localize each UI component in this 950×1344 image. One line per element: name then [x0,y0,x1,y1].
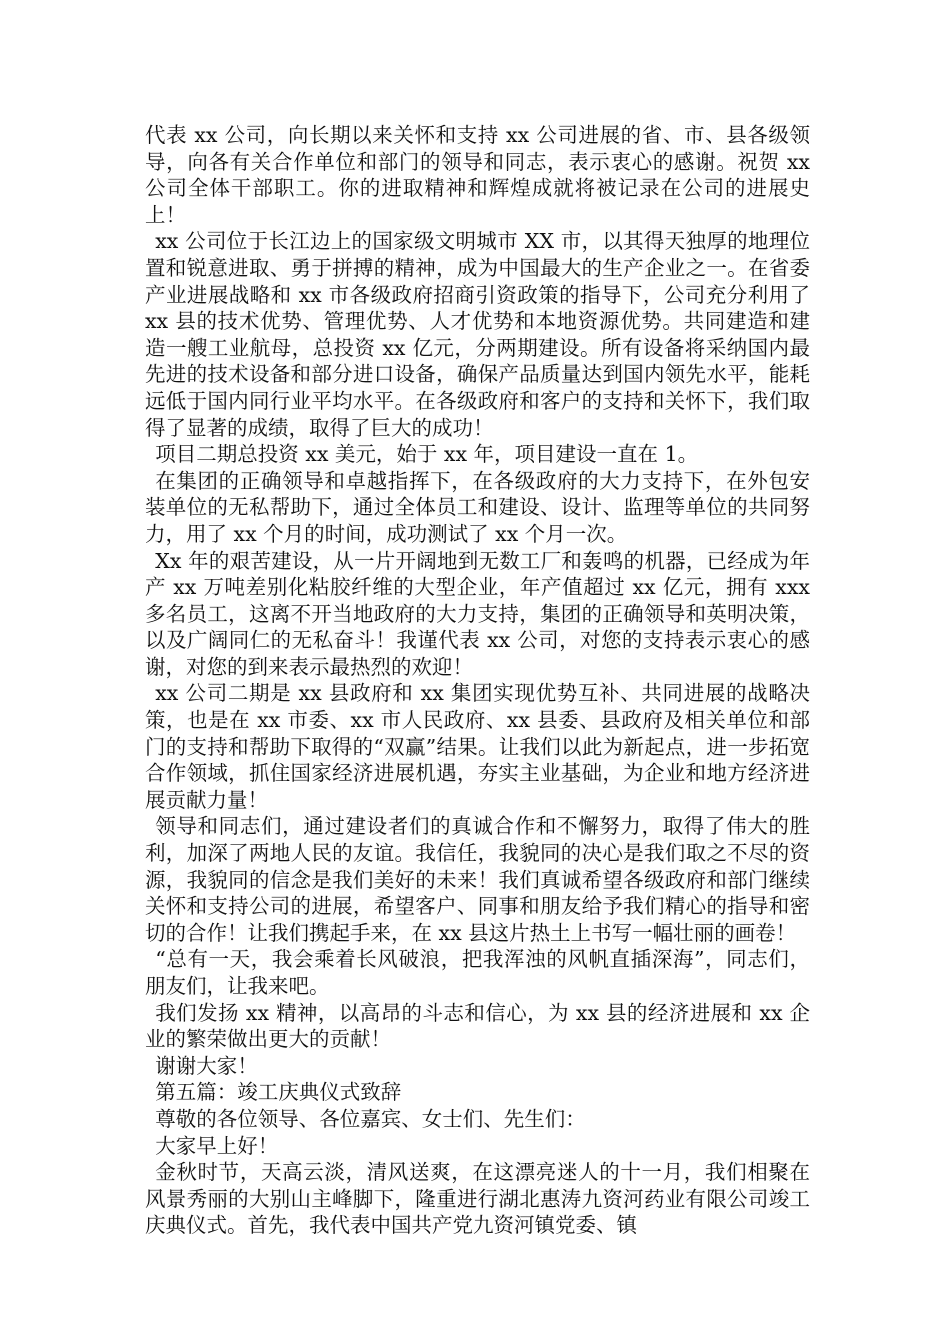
paragraph-greeting: 大家早上好！ [155,1133,279,1158]
paragraph-autumn-ceremony: 金秋时节，天高云淡，清风送爽，在这漂亮迷人的十一月，我们相聚在风景秀丽的大别山主峰脚下，隆重进行湖北惠涛九资河药业有限公司竣工庆典仪式。首先，我代表中国共产党九资河镇党委、镇 [145,1160,810,1238]
paragraph-company-location: xx 公司位于长江边上的国家级文明城市 XX 市，以其得天独厚的地理位置和锐意进取、勇于拼搏的精神，成为中国最大的生产企业之一。在省委产业进展战略和 xx 市各级政府招商引资政策的指导下，公司充分利用了 xx 县的技术优势、管理优势、人才优势和本地资源优势。共同建造和建造一艘工业航母，总投资 xx 亿元，分两期建设。所有设备将采纳国内最先进的技术设备和部分进口设备，确保产品质量达到国内领先水平，能耗远低于国内同行业平均水平。在各级政府和客户的支持和关怀下，我们取得了显著的成绩，取得了巨大的成功！ [145,229,810,440]
paragraph-spirit: 我们发扬 xx 精神，以高昂的斗志和信心，为 xx 县的经济进展和 xx 企业的繁荣做出更大的贡献！ [145,1000,810,1052]
paragraph-thanks: 谢谢大家！ [155,1053,258,1078]
paragraph-quote: “总有一天，我会乘着长风破浪，把我浑浊的风帆直插深海”，同志们，朋友们，让我来吧。 [145,947,810,998]
paragraph-salutation: 尊敬的各位领导、各位嘉宾、女士们、先生们： [155,1106,586,1131]
paragraph-construction-years: Xx 年的艰苦建设，从一片开阔地到无数工厂和轰鸣的机器，已经成为年产 xx 万吨差别化粘胶纤维的大型企业，年产值超过 xx 亿元，拥有 xxx 多名员工，这离不开当地政府的大力支持，集团的正确领导和英明决策，以及广阔同仁的无私奋斗！我谨代表 xx 公司，对您的支持表示衷心的感谢，对您的到来表示最热烈的欢迎！ [145,548,810,679]
document-body [145,122,810,1239]
paragraph-leaders-comrades: 领导和同志们，通过建设者们的真诚合作和不懈努力，取得了伟大的胜利，加深了两地人民的友谊。我信任，我貌同的决心是我们取之不尽的资源，我貌同的信念是我们美好的未来！我们真诚希望各级政府和部门继续关怀和支持公司的进展，希望客户、同事和朋友给予我们精心的指导和密切的合作！让我们携起手来，在 xx 县这片热土上书写一幅壮丽的画卷！ [145,814,810,945]
section-heading: 第五篇：竣工庆典仪式致辞 [155,1080,402,1105]
paragraph-phase-two-strategy: xx 公司二期是 xx 县政府和 xx 集团实现优势互补、共同进展的战略决策，也是在 xx 市委、xx 市人民政府、xx 县委、县政府及相关单位和部门的支持和帮助下取得的“双赢”结果。让我们以此为新起点，进一步拓宽合作领域，抓住国家经济进展机遇，夯实主业基础，为企业和地方经济进展贡献力量！ [145,681,810,812]
paragraph-phase-two-investment: 项目二期总投资 xx 美元，始于 xx 年，项目建设一直在 1。 [155,442,699,467]
paragraph-group-leadership: 在集团的正确领导和卓越指挥下，在各级政府的大力支持下，在外包安装单位的无私帮助下，通过全体员工和建设、设计、监理等单位的共同努力，用了 xx 个月的时间，成功测试了 xx 个月一次。 [145,468,810,546]
paragraph-intro-thanks: 代表 xx 公司，向长期以来关怀和支持 xx 公司进展的省、市、县各级领导，向各有关合作单位和部门的领导和同志，表示衷心的感谢。祝贺 xx 公司全体干部职工。你的进取精神和辉煌成就将被记录在公司的进展史上！ [145,123,810,227]
